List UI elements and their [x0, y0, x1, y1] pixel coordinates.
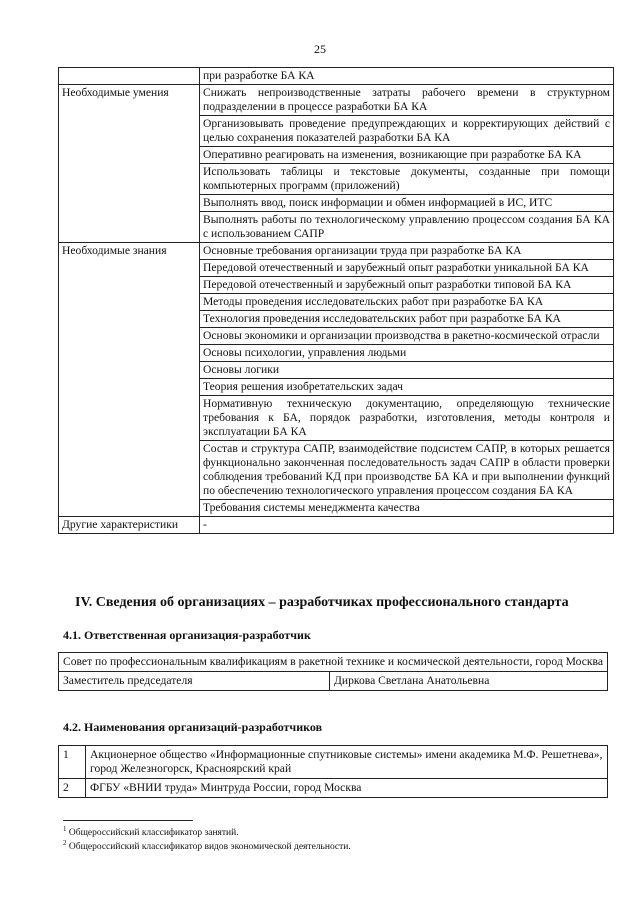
developer-row — [59, 746, 608, 779]
requirement-item: Оперативно реагировать на изменения, возникающие при разработке БА КА — [200, 147, 614, 164]
developer-number: 2 — [59, 779, 86, 798]
responsible-org-table — [58, 652, 608, 691]
row-label-empty — [59, 68, 200, 85]
requirement-item: Состав и структура САПР, взаимодействие подсистем САПР, в которых решается функционально законченная последовательность задач САПР в области проверки соблюдения требований КД при производстве БА КА и при выполнении функций по обеспечению технологического управления процессом создания БА КА — [200, 441, 614, 500]
requirement-item: Выполнять работы по технологическому управлению процессом создания БА КА с использованием САПР — [200, 212, 614, 243]
requirement-item: Снижать непроизводственные затраты рабочего времени в структурном подразделении в процессе разработки БА КА — [200, 85, 614, 116]
requirement-item: Основы логики — [200, 362, 614, 379]
row-label: Необходимые знания — [59, 243, 200, 517]
requirement-item: Выполнять ввод, поиск информации и обмен информацией в ИС, ИТС — [200, 195, 614, 212]
requirement-item: Передовой отечественный и зарубежный опыт разработки уникальной БА КА — [200, 260, 614, 277]
table-row — [59, 517, 614, 534]
requirement-item: при разработке БА КА — [200, 68, 614, 85]
requirement-item: Требования системы менеджмента качества — [200, 500, 614, 517]
row-label: Необходимые умения — [59, 85, 200, 243]
developer-name: Акционерное общество «Информационные спутниковые системы» имени академика М.Ф. Решетнева», город Железногорск, Красноярский край — [86, 746, 608, 779]
page-number: 25 — [314, 42, 326, 56]
qualification-requirements-table — [58, 67, 614, 534]
responsible-role: Заместитель председателя — [59, 672, 330, 691]
requirement-item: Теория решения изобретательских задач — [200, 379, 614, 396]
developer-orgs-table — [58, 745, 608, 798]
developers-heading: 4.2. Наименования организаций-разработчиков — [63, 720, 323, 734]
footnote-text: Общероссийский классификатор видов экономической деятельности. — [68, 842, 351, 853]
footnote-divider — [63, 820, 193, 821]
requirement-item: Передовой отечественный и зарубежный опыт разработки типовой БА КА — [200, 277, 614, 294]
row-label: Другие характеристики — [59, 517, 200, 534]
responsible-person: Диркова Светлана Анатольевна — [330, 672, 608, 691]
responsible-org-heading: 4.1. Ответственная организация-разработчик — [63, 628, 311, 642]
requirement-item: Использовать таблицы и текстовые документы, созданные при помощи компьютерных программ (приложений) — [200, 164, 614, 195]
requirement-item: Технология проведения исследовательских работ при разработке БА КА — [200, 311, 614, 328]
requirement-item: Основные требования организации труда при разработке БА КА — [200, 243, 614, 260]
requirement-item: Основы экономики и организации производства в ракетно-космической отрасли — [200, 328, 614, 345]
developer-row — [59, 779, 608, 798]
table-row — [59, 68, 614, 85]
footnote-mark: 2 — [63, 839, 67, 847]
section-iv-title: IV. Сведения об организациях – разработчиках профессионального стандарта — [75, 595, 569, 610]
table-row — [59, 85, 614, 116]
footnote-text: Общероссийский классификатор занятий. — [68, 828, 239, 839]
footnote-2 — [63, 839, 351, 852]
requirement-item: Основы психологии, управления людьми — [200, 345, 614, 362]
developer-name: ФГБУ «ВНИИ труда» Минтруда России, город Москва — [86, 779, 608, 798]
footnote-mark: 1 — [63, 825, 67, 833]
responsible-org-name: Совет по профессиональным квалификациям в ракетной технике и космической деятельности, город Москва — [59, 653, 608, 672]
footnote-1 — [63, 825, 239, 838]
requirement-item: Организовывать проведение предупреждающих и корректирующих действий с целью сохранения показателей разработки БА КА — [200, 116, 614, 147]
requirement-item: Нормативную техническую документацию, определяющую технические требования к БА, порядок разработки, изготовления, методы контроля и эксплуатации БА КА — [200, 396, 614, 441]
developer-number: 1 — [59, 746, 86, 779]
table-row — [59, 243, 614, 260]
requirement-item: - — [200, 517, 614, 534]
requirement-item: Методы проведения исследовательских работ при разработке БА КА — [200, 294, 614, 311]
